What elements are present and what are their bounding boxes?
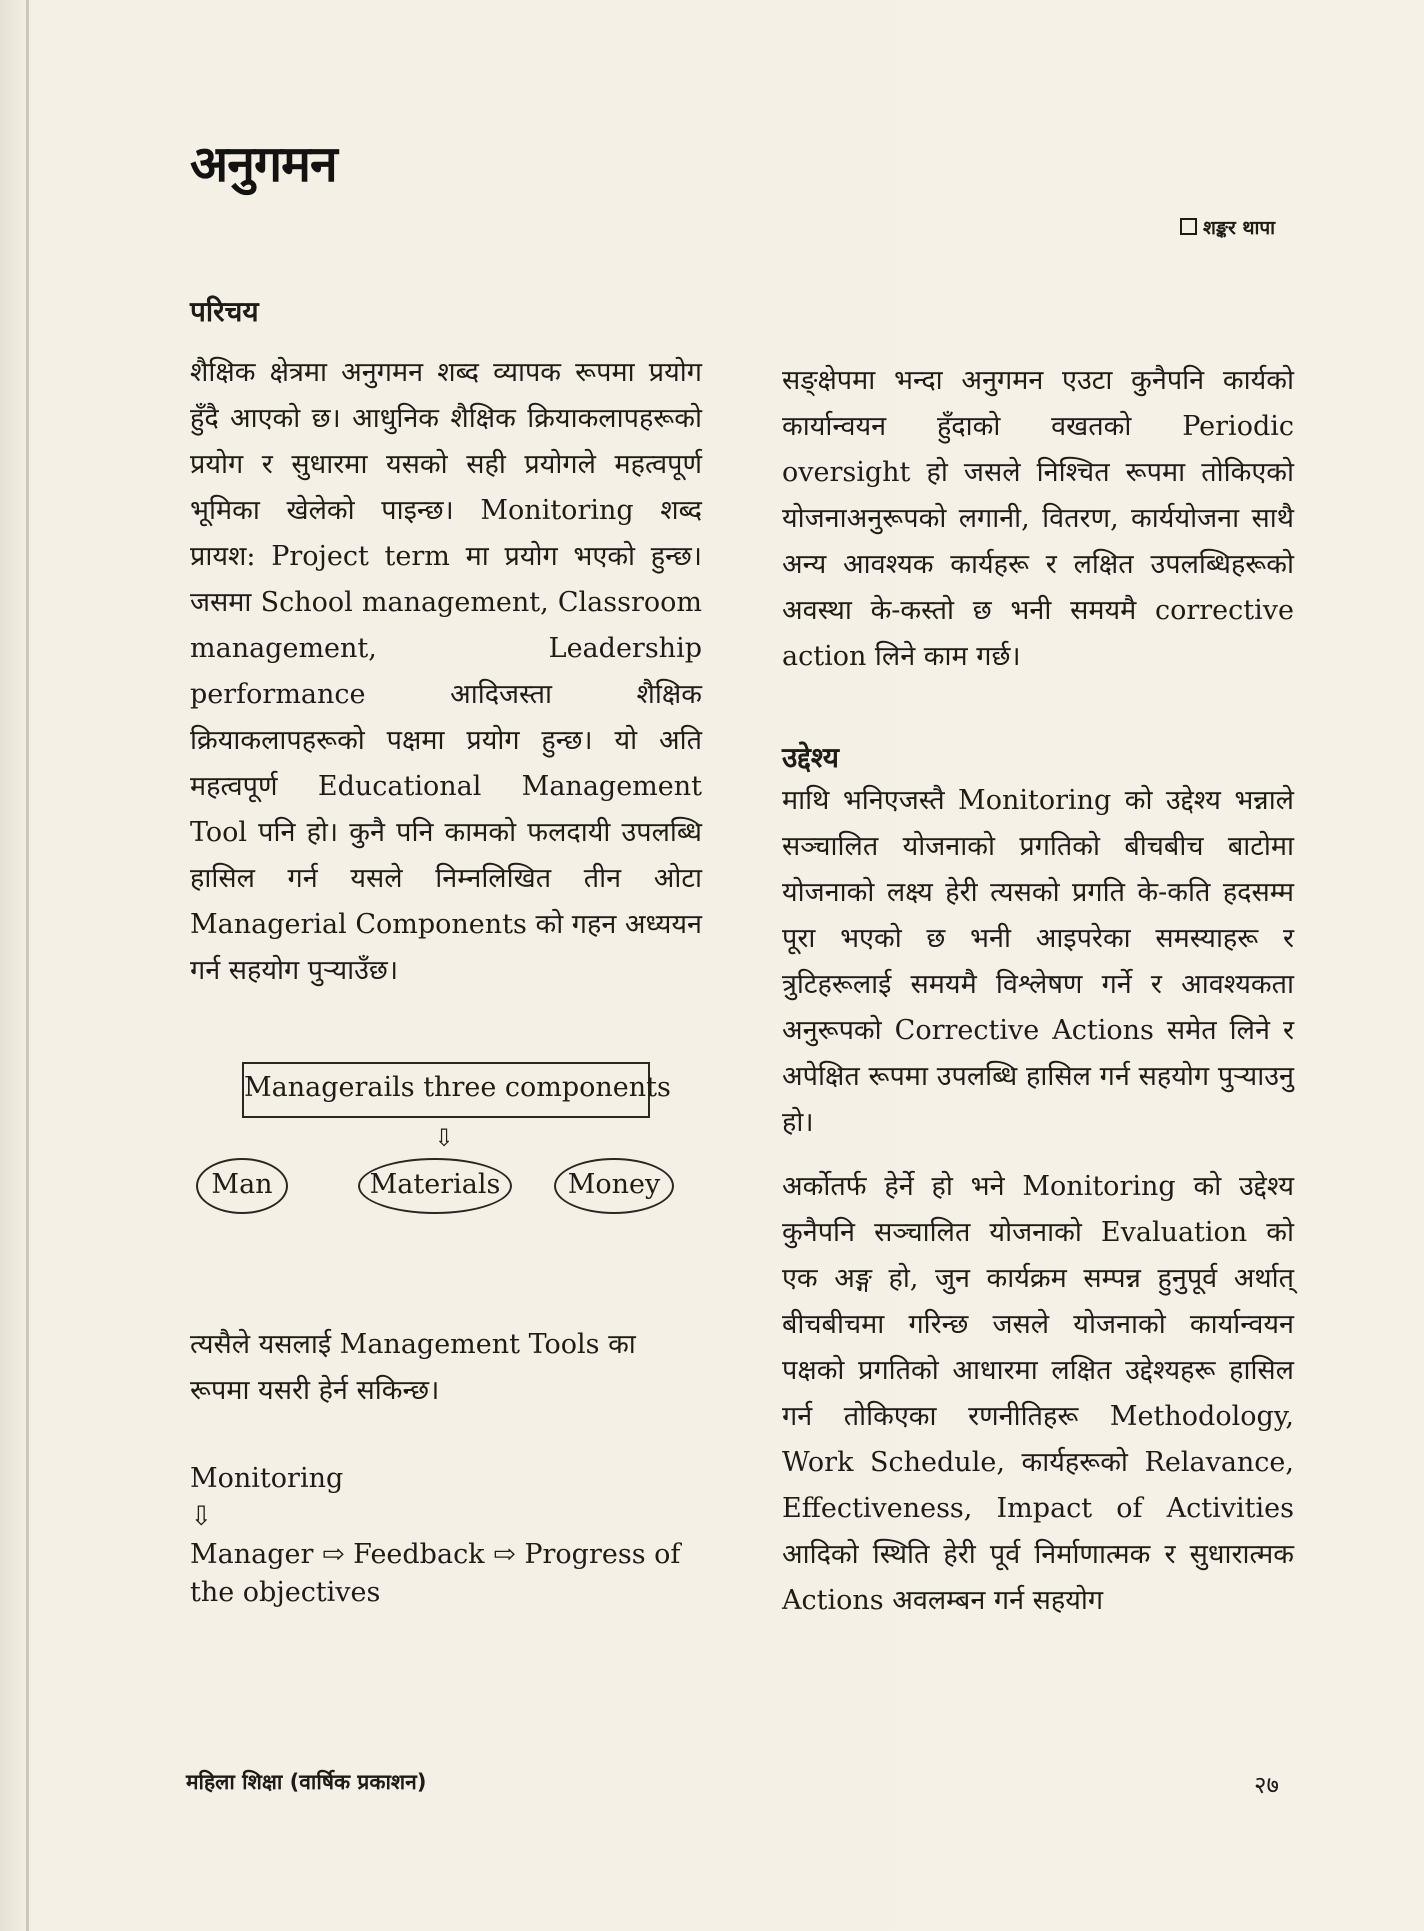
section-heading-introduction: परिचय bbox=[190, 295, 259, 328]
summary-paragraph: सङ्क्षेपमा भन्दा अनुगमन एउटा कुनैपनि कार्यको कार्यान्वयन हुँदाको वखतको Periodic oversight हो जसले निश्चित रूपमा तोकिएको योजनाअनुरूपको लगानी, वितरण, कार्ययोजना साथै अन्य आवश्यक कार्यहरू र लक्षित उपलब्धिहरूको अवस्था के-कस्तो छ भनी समयमै corrective action लिने काम गर्छ। bbox=[782, 365, 1294, 672]
after-diagram-paragraph: त्यसैले यसलाई Management Tools का रूपमा यसरी हेर्न सकिन्छ। bbox=[190, 1329, 636, 1406]
objective-paragraph-1: माथि भनिएजस्तै Monitoring को उद्देश्य भन्नाले सञ्चालित योजनाको प्रगतिको बीचबीच बाटोमा योजनाको लक्ष्य हेरी त्यसको प्रगति के-कति हदसम्म पूरा भएको छ भनी आइपरेका समस्याहरू र त्रुटिहरूलाई समयमै विश्लेषण गर्ने र आवश्यकता अनुरूपको Corrective Actions समेत लिने र अपेक्षित रूपमा उपलब्धि हासिल गर्न सहयोग पुऱ्याउनु हो। bbox=[782, 785, 1294, 1138]
checkbox-square-icon bbox=[1180, 218, 1197, 235]
page-spine bbox=[26, 0, 29, 1931]
intro-paragraph: शैक्षिक क्षेत्रमा अनुगमन शब्द व्यापक रूपमा प्रयोग हुँदै आएको छ। आधुनिक शैक्षिक क्रियाकलापहरूको प्रयोग र सुधारमा यसको सही प्रयोगले महत्वपूर्ण भूमिका खेलेको पाइन्छ। Monitoring शब्द प्रायश: Project term मा प्रयोग भएको हुन्छ। जसमा School management, Classroom management, Leadership performance आदिजस्ता शैक्षिक क्रियाकलापहरूको पक्षमा प्रयोग हुन्छ। यो अति महत्वपूर्ण Educational Management Tool पनि हो। कुनै पनि कामको फलदायी उपलब्धि हासिल गर्न यसले निम्नलिखित तीन ओटा Managerial Components को गहन अध्ययन गर्न सहयोग पुऱ्याउँछ। bbox=[190, 357, 702, 986]
component-materials: Materials bbox=[358, 1158, 512, 1214]
left-column bbox=[190, 350, 702, 1012]
flow-objectives: the objectives bbox=[190, 1577, 381, 1608]
down-arrow-icon: ⇩ bbox=[434, 1124, 455, 1152]
right-column bbox=[782, 358, 1294, 1642]
monitoring-flow bbox=[190, 1460, 702, 1612]
objective-paragraph-2: अर्कोतर्फ हेर्ने हो भने Monitoring को उद्देश्य कुनैपनि सञ्चालित योजनाको Evaluation को एक अङ्ग हो, जुन कार्यक्रम सम्पन्न हुनुपूर्व अर्थात् बीचबीचमा गरिन्छ जसले योजनाको कार्यान्वयन पक्षको प्रगतिको आधारमा लक्षित उद्देश्यहरू हासिल गर्न तोकिएका रणनीतिहरू Methodology, Work Schedule, कार्यहरूको Relavance, Effectiveness, Impact of Activities आदिको स्थिति हेरी पूर्व निर्माणात्मक र सुधारात्मक Actions अवलम्बन गर्न सहयोग bbox=[782, 1171, 1294, 1616]
component-money: Money bbox=[554, 1158, 674, 1214]
footer-publication: महिला शिक्षा (वार्षिक प्रकाशन) bbox=[186, 1770, 427, 1794]
component-man: Man bbox=[196, 1158, 288, 1214]
author-line bbox=[1180, 214, 1275, 240]
components-diagram bbox=[190, 1062, 710, 1232]
diagram-title-box: Managerails three components bbox=[242, 1062, 650, 1118]
article-title: अनुगमन bbox=[190, 135, 337, 193]
section-heading-objectives: उद्देश्य bbox=[782, 741, 840, 774]
management-tools-text bbox=[190, 1322, 702, 1414]
flow-manager-feedback: Manager ⇨ Feedback ⇨ Progress of bbox=[190, 1539, 681, 1570]
author-name: शङ्कर थापा bbox=[1203, 217, 1276, 239]
page-number: २७ bbox=[1254, 1771, 1279, 1799]
flow-monitoring: Monitoring bbox=[190, 1463, 344, 1494]
down-arrow-icon: ⇩ bbox=[190, 1501, 213, 1532]
